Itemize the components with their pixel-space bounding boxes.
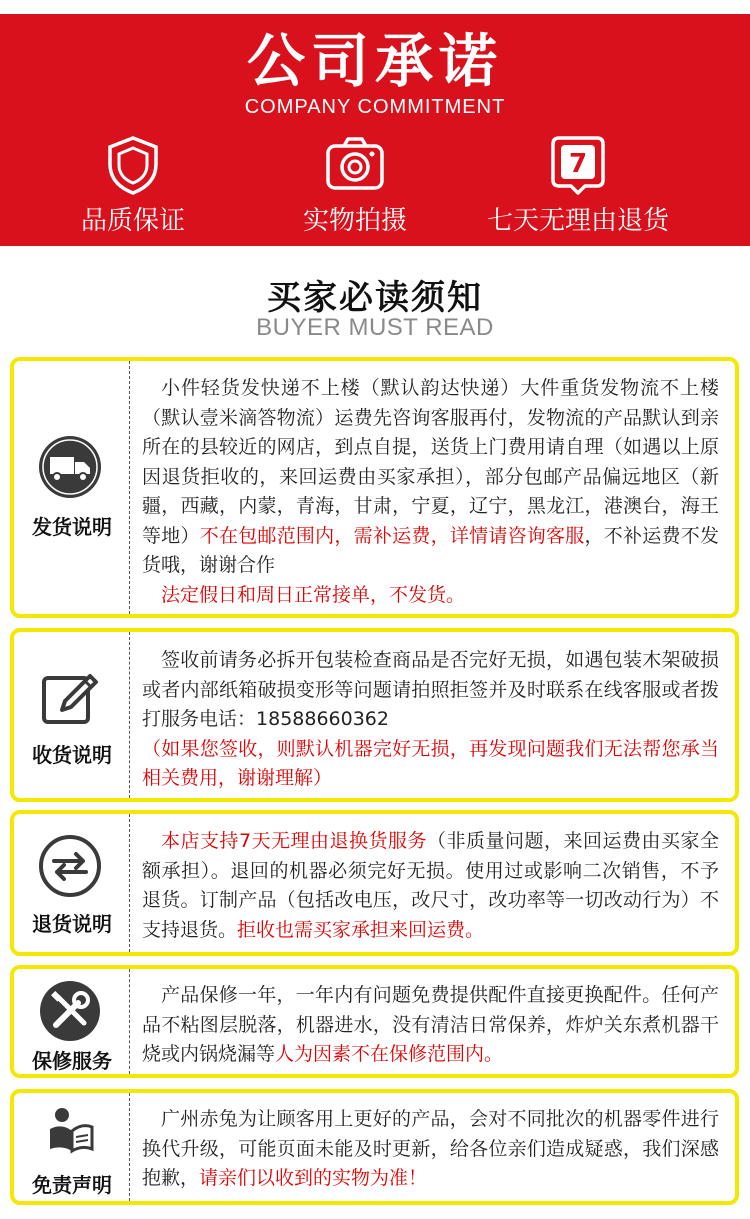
card-returns-text	[142, 827, 719, 945]
promise-quality	[8, 134, 258, 238]
section-subtitle: BUYER MUST READ	[256, 314, 494, 341]
exchange-arrows-icon	[38, 834, 102, 898]
camera-icon	[324, 134, 386, 196]
card-returns	[10, 810, 739, 956]
receiving-phone: 18588660362	[256, 708, 389, 730]
promise-label-real-photo: 实物拍摄	[302, 206, 407, 236]
promise-label-seven-day: 七天无理由退货	[486, 206, 669, 236]
section-title: 买家必读须知	[267, 278, 483, 318]
seven-day-number: 7	[568, 149, 588, 179]
banner-title: 公司承诺	[246, 27, 503, 95]
receiving-red-1: （如果您签收，则默认机器完好无损，再发现问题我们无法帮您承当相关费用，谢谢理解）	[142, 737, 719, 789]
promise-real-photo	[230, 134, 480, 238]
warranty-text-1: 产品保修一年，一年内有问题免费提供配件直接更换配件。任何产品不粘图层脱落，机器进水，没有清洁日常保养，炸炉关东煮机器干烧或内锅烧漏等	[142, 984, 719, 1065]
receiving-text-1: 签收前请务必拆开包装检查商品是否完好无损，如遇包装木架破损或者内部纸箱破损变形等问题请拍照拒签并及时联系在线客服或者拨打服务电话：	[142, 649, 719, 730]
tools-icon	[38, 979, 102, 1043]
returns-text-1: （非质量问题，来回运费由买家全额承担）。退回的机器必须完好无损。使用过或影响二次销售，不予退货。订制产品（包括改电压，改尺寸，改功率等一切改动行为）不支持退货。	[142, 830, 719, 941]
card-receiving	[10, 628, 739, 802]
banner-subtitle: COMPANY COMMITMENT	[244, 96, 506, 118]
returns-red-2: 拒收也需买家承担来回运费。	[237, 918, 485, 941]
warranty-red-1: 人为因素不在保修范围内。	[275, 1043, 504, 1065]
edit-pen-icon	[38, 666, 102, 730]
shipping-red-1: 不在包邮范围内，需补运费，详情请咨询客服	[199, 524, 585, 547]
card-shipping-text	[142, 374, 719, 610]
shield-icon	[102, 134, 164, 196]
card-shipping	[10, 357, 739, 618]
card-disclaimer-side	[14, 1093, 130, 1201]
shipping-red-2: 法定假日和周日正常接单，不发货。	[161, 583, 466, 606]
card-receiving-text	[142, 646, 719, 794]
card-warranty	[10, 965, 739, 1078]
disclaimer-text-1: 广州赤兔为让顾客用上更好的产品，会对不同批次的机器零件进行换代升级，可能页面未能及时更新，给各位亲们造成疑惑，我们深感抱歉，	[142, 1108, 719, 1189]
card-disclaimer	[10, 1089, 739, 1205]
seven-day-icon	[547, 134, 609, 196]
delivery-truck-icon	[38, 435, 102, 499]
commitment-banner	[0, 14, 750, 246]
shipping-text-2: ，不补运费不发货哦，谢谢合作	[142, 524, 719, 576]
card-receiving-label: 收货说明	[32, 743, 112, 767]
promise-label-quality: 品质保证	[80, 206, 185, 236]
disclaimer-red-1: 请亲们以收到的实物为准！	[199, 1167, 428, 1189]
promise-seven-day-return	[453, 134, 703, 238]
card-disclaimer-text	[142, 1105, 719, 1194]
card-shipping-label: 发货说明	[32, 515, 112, 539]
card-receiving-side	[14, 632, 130, 798]
card-disclaimer-label: 免责声明	[32, 1173, 112, 1197]
card-returns-label: 退货说明	[32, 912, 112, 936]
reading-person-icon	[38, 1103, 102, 1167]
card-shipping-side	[14, 361, 130, 614]
card-warranty-text	[142, 981, 719, 1070]
returns-red-1: 本店支持7天无理由退换货服务	[161, 830, 428, 852]
card-warranty-side	[14, 969, 130, 1074]
shipping-text-1: 小件轻货发快递不上楼（默认韵达快递）大件重货发物流不上楼（默认壹米滴答物流）运费先咨询客服再付，发物流的产品默认到亲所在的县较近的网店，到点自提，送货上门费用请自理（如遇以上原因退货拒收的，来回运费由买家承担），部分包邮产品偏远地区（新疆，西藏，内蒙，青海，甘肃，宁夏，辽宁，黑龙江，港澳台，海王等地）	[142, 377, 719, 547]
card-returns-side	[14, 814, 130, 952]
card-warranty-label: 保修服务	[32, 1049, 112, 1073]
